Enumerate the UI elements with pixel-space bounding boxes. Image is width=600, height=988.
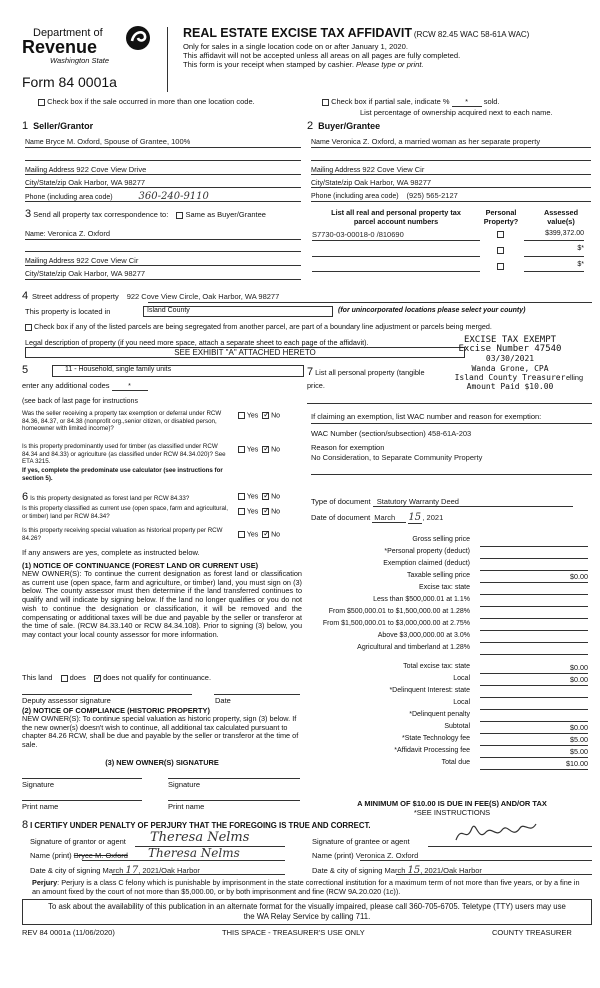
- unincorporated-note: (for unincorporated locations please select your county): [338, 307, 526, 314]
- legal-label: Legal description of property (if you need more space, attach a separate sheet to each page of the affidavit).: [25, 338, 369, 347]
- reason-label: Reason for exemption: [311, 443, 385, 452]
- tax-row-label: Excise tax: state: [419, 584, 470, 591]
- document-type-row: Type of document Statutory Warranty Deed: [311, 497, 573, 507]
- tax-row-label: Subtotal: [444, 723, 470, 730]
- seller-mail-row: Mailing Address 922 Cove View Drive: [25, 165, 147, 174]
- buyer-mail-row: Mailing Address 922 Cove View Cir: [311, 165, 425, 174]
- tax-row: [300, 596, 592, 608]
- exemption-question: Was the seller receiving a property tax exemption or deferral under RCW 84.36, 84.37, or 84.38 (nonprofit org.,senior citizen, or disabled person, homeowner with limited income)?: [22, 410, 222, 433]
- header-line-1: Only for sales in a single location code on or after January 1, 2020.: [183, 42, 408, 51]
- new-owner-signature-title: (3) NEW OWNER(S) SIGNATURE: [105, 758, 219, 767]
- assessed-header: Assessed value(s): [543, 208, 579, 226]
- tax-row-label: *Delinquent Interest: state: [389, 687, 470, 694]
- grantor-signature-field[interactable]: Theresa Nelms: [150, 830, 250, 845]
- see-back-note: (see back of last page for instructions: [22, 398, 138, 405]
- grantor-date-day[interactable]: 17: [125, 865, 139, 876]
- current-use-no-checkbox[interactable]: [262, 508, 269, 515]
- timber-calculator-note: If yes, complete the predominate use calculator (see instructions for section 5).: [22, 467, 223, 482]
- grantee-name-field[interactable]: Veronica Z. Oxford: [355, 851, 419, 860]
- grantee-signature-icon[interactable]: [452, 818, 552, 848]
- correspondence-mail-field[interactable]: 922 Cove View Cir: [76, 256, 139, 265]
- tax-row-label: Exemption claimed (deduct): [383, 560, 470, 567]
- tax-row-value[interactable]: $10.00: [480, 759, 588, 770]
- personal-property-checkbox[interactable]: [497, 231, 504, 238]
- owner-print-name-label: Print name: [22, 802, 59, 811]
- seller-city-row: City/State/zip Oak Harbor, WA 98277: [25, 178, 146, 187]
- tax-row-value[interactable]: [480, 687, 588, 698]
- buyer-name-row: Name Veronica Z. Oxford, a married woman as her separate property: [311, 137, 541, 146]
- tax-row: [300, 644, 592, 656]
- buyer-city-field[interactable]: Oak Harbor, WA 98277: [354, 178, 432, 187]
- multi-location-row: Check box if the sale occurred in more than one location code.: [38, 97, 255, 106]
- use-code-select[interactable]: 11 - Household, single family units: [52, 365, 304, 377]
- tax-row-value[interactable]: [480, 608, 588, 619]
- historic-no-checkbox[interactable]: [262, 531, 269, 538]
- section7-row: 7 List all personal property (tangible: [307, 366, 425, 378]
- tax-row-label: Local: [453, 699, 470, 706]
- partial-sale-row: Check box if partial sale, indicate % * sold.: [322, 97, 500, 107]
- wac-field[interactable]: 458-61A-203: [427, 429, 472, 438]
- seller-heading: 1 Seller/Grantor: [22, 120, 94, 132]
- revenue-swirl-icon: [125, 25, 151, 51]
- continuance-row: This land does ✓ does not qualify for continuance.: [22, 673, 211, 682]
- parcel-header: List all real and personal property tax parcel account numbers: [331, 208, 461, 226]
- tax-row: [300, 687, 592, 699]
- tax-row-label: Taxable selling price: [406, 572, 470, 579]
- q1-yes-checkbox[interactable]: [238, 412, 245, 419]
- correspondence-city-row: City/State/zip Oak Harbor, WA 98277: [25, 269, 146, 278]
- notice-continuance-text: NEW OWNER(S): To continue the current designation as forest land or classification as current use (open space, farm and agriculture, or timber) land, you must sign on (3) below. The county assessor must then determine if the land transferred continues to qualify and will indicate by signing below. If the land no longer qualifies or you do not wish to continue the designation or classification, it will be removed and the compensating or additional taxes will be due and payable by the seller or transferor at the time of sale. (RCW 84.33.140 or RCW 84.34.108). Prior to signing (3) below, you may contact your local county assessor for more information.: [22, 569, 302, 639]
- seller-city-field[interactable]: Oak Harbor, WA 98277: [68, 178, 146, 187]
- tax-row-value[interactable]: [480, 536, 588, 547]
- assessed-value-field[interactable]: $*: [577, 245, 584, 252]
- perjury-note: Perjury: Perjury is a class C felony which is punishable by imprisonment in the state correctional institution for a maximum term of not more than five years, or by a fine in an amount fixed by the court of not more than $5,000.00, or by both imprisonment and fine (RCW 9A.20.020 (1c)).: [32, 878, 580, 896]
- personal-header: Personal Property?: [483, 208, 519, 226]
- tax-row-value[interactable]: [480, 711, 588, 722]
- logo-dept: Department of: [33, 27, 103, 39]
- document-date-month[interactable]: March: [372, 513, 406, 523]
- timber-question: Is this property predominantly used for timber (as classified under RCW 84.34 and 84.33) or agriculture (as classified under RCW 84.34.020)? See ETA 3215.: [22, 443, 226, 466]
- notice-compliance-title: (2) NOTICE OF COMPLIANCE (HISTORIC PROPERTY): [22, 706, 210, 715]
- header-text: [183, 26, 593, 69]
- tax-row-label: Agricultural and timberland at 1.28%: [357, 644, 470, 651]
- tax-row-label: Local: [453, 675, 470, 682]
- if-yes-note: If any answers are yes, complete as instructed below.: [22, 548, 200, 557]
- located-row: This property is located in: [25, 307, 111, 316]
- tax-row-label: *State Technology fee: [402, 735, 470, 742]
- buyer-city-row: City/State/zip Oak Harbor, WA 98277: [311, 178, 432, 187]
- treasurer-space-label: THIS SPACE - TREASURER'S USE ONLY: [222, 928, 365, 937]
- document-date-day[interactable]: 15: [408, 512, 422, 523]
- tax-row-label: *Delinquent penalty: [409, 711, 470, 718]
- buyer-name-field[interactable]: Veronica Z. Oxford, a married woman as her separate property: [331, 137, 541, 146]
- segregated-checkbox[interactable]: [25, 324, 32, 331]
- tax-row: [300, 735, 592, 747]
- grantor-signature-row: Signature of grantor or agent: [30, 837, 126, 846]
- tax-row: [300, 675, 592, 687]
- tax-row-value[interactable]: [480, 560, 588, 571]
- tax-row-value[interactable]: [480, 596, 588, 607]
- tax-row-value[interactable]: [480, 699, 588, 710]
- street-field[interactable]: 922 Cove View Circle, Oak Harbor, WA 98277: [126, 292, 280, 301]
- correspondence-city-field[interactable]: Oak Harbor, WA 98277: [68, 269, 146, 278]
- seller-phone-field[interactable]: 360-240-9110: [138, 191, 209, 202]
- document-type-field[interactable]: Statutory Warranty Deed: [373, 497, 573, 507]
- parcel-number-field[interactable]: S7730-03-00018-0 /810690: [312, 230, 404, 239]
- buyer-phone-field[interactable]: (925) 565-2127: [406, 191, 458, 200]
- additional-codes-field[interactable]: *: [112, 383, 148, 391]
- seller-mail-field[interactable]: 922 Cove View Drive: [76, 165, 147, 174]
- tax-row: [300, 536, 592, 548]
- tax-row: [300, 711, 592, 723]
- section7-selling: elling: [566, 373, 584, 382]
- logo-revenue: Revenue: [22, 37, 98, 57]
- tax-row-value[interactable]: $0.00: [480, 572, 588, 583]
- partial-sale-checkbox[interactable]: [322, 99, 329, 106]
- current-use-question: Is this property classified as current use (open space, farm and agricultural, or timber) land per RCW 84.34?: [22, 505, 229, 520]
- tax-row-label: *Affidavit Processing fee: [394, 747, 470, 754]
- logo-state: Washington State: [50, 56, 110, 65]
- tax-row: [300, 759, 592, 771]
- tax-row-label: Above $3,000,000.00 at 3.0%: [377, 632, 470, 639]
- buyer-phone-row: Phone (including area code) (925) 565-2127: [311, 191, 458, 200]
- section7-price: price.: [307, 381, 325, 390]
- owner-signature-label: Signature: [22, 780, 55, 789]
- tax-row: [300, 608, 592, 620]
- section5-number: 5: [22, 364, 29, 376]
- tax-row: [300, 548, 592, 560]
- document-date-year: , 2021: [422, 513, 444, 522]
- deputy-date-label: Date: [215, 696, 231, 705]
- correspondence-name-row: Name: Veronica Z. Oxford: [25, 229, 111, 238]
- affidavit-page: Department of Revenue Washington State Form 84 0001a REAL ESTATE EXCISE TAX AFFIDAVIT (RCW 82.45 WAC 58-61A WAC) Only for sales in a single location code on or after January 1, 2020. This affidavit will not be accepted unless all areas on all pages are fully completed. This form is your receipt when stamped by cashier. Please type or print. Check box if the sale occurred in more than one location code. Check box if partial sale, indicate % * sold. List percentage of ownership acquired next to each name. 1 Seller/Grantor Name Bryce M. Oxford, Spouse of Grantee, 100% Mailing Address 922 Cove View Drive City/State/zip Oak Harbor, WA 98277 Phone (including area code) 360-240-9110 2 Buyer/Grantee Name Veronica Z. Oxford, a married woman as her separate property Mailing Address 922 Cove View Cir City/State/zip Oak Harbor, WA 98277 Phone (including area code) (925) 565-2127 3 Send all property tax correspondence to: Same as Buyer/Grantee Name: Veronica Z. Oxford Mailing Address 922 Cove View Cir City/State/zip Oak Harbor, WA 98277 List all real and personal property tax parcel account numbers Personal Property? Assessed value(s) S7730-03-00018-0 /810690 $399,372.00 $* $* 4 Street address of property 922 Cove View Circle, Oak Harbor, WA 98277 This property is located in Island County (for unincorporated locations please select your county) Check box if any of the listed parcels are being segregated from another parcel, are part of a boundary line adjustment or parcels being merged. Legal description of property (if you need more space, attach a separate sheet to each page of the affidavit). SEE EXHIBIT "A" ATTACHED HERETO EXCISE TAX EXEMPT Excise Number 47540 03/30/2021 Wanda Grone, CPA Island County Treasurer Amount Paid $10.00 5 11 - Household, single family units enter any additional codes * (see back of last page for instructions Was the seller receiving a property tax exemption or deferral under RCW 84.36, 84.37, or 84.38 (nonprofit org.,senior citizen, or disabled person, homeowner with limited income)? Yes ✓ No Is this property predominantly used for timber (as classified under RCW 84.34 and 84.33) or agriculture (as classified under RCW 84.34.020)? See ETA 3215. If yes, complete the predominate use calculator (see instructions for section 5). Yes ✓ No 7 List all personal property (tangible price. elling If claiming an exemption, list WAC number and reason for exemption: WAC Number (section/subsection) 458-61A-203 Reason for exemption No Consideration, to Separate Community Property 6 Is this property designated as forest land per RCW 84.33? Yes ✓ No Is this property classified as current use (open space, farm and agricultural, or timber) land per RCW 84.34? Yes ✓ No Is this property receiving special valuation as historical property per RCW 84.26? Yes ✓ No If any answers are yes, complete as instructed below. (1) NOTICE OF CONTINUANCE (FOREST LAND OR CURRENT USE) NEW OWNER(S): To continue the current designation as forest land or classification as current use (open space, farm and agriculture, or timber) land, you must sign on (3) below. The county assessor must then determine if the land transferred continues to qualify and will indicate by signing below. If the land no longer qualifies or you do not wish to continue the designation or classification, it will be removed and the compensating or additional taxes will be due and payable by the seller or transferor at the time of sale. (RCW 84.33.140 or RCW 84.34.108). Prior to signing (3) below, you may contact your local county assessor for more information. This land does ✓ does not qualify for continuance. Deputy assessor signature Date (2) NOTICE OF COMPLIANCE (HISTORIC PROPERTY) NEW OWNER(S): To continue special valuation as historic property, sign (3) below. If the new owner(s) doesn't wish to continue, all additional tax calculated pursuant to chapter 84.26 RCW, shall be due and payable by the seller or transferor at the time of sale. (3) NEW OWNER(S) SIGNATURE Signature Signature Print name Print name Type of document Statutory Warranty Deed Date of document March 15, 2021 Gross selling price *Personal property (deduct) Exemption claimed (deduct) Taxable selling price $0.00 Excise tax: state Less than $500,000.01 at 1.1% From $500,000.01 to $1,500,000.00 at 1.28% From $1,500,000.01 to $3,000,000.00 at 2.75% Above $3,000,000.00 at 3.0% Agricultural and timberland at 1.28% Total excise tax: state $0.00 Local $0.00 *Delinquent Interest: state Local *Delinquent penalty Subtotal $0.00 *State Technology fee $5.00 *Affidavit Processing fee $5.00 Total due $10.00 A MINIMUM OF $10.00 IS DUE IN FEE(S) AND/OR TAX *SEE INSTRUCTIONS 8 I CERTIFY UNDER PENALTY OF PERJURY THAT THE FOREGOING IS TRUE AND CORRECT. Signature of grantor or agent Theresa Nelms Name (print) Bryce M. Oxford Theresa Nelms Date & city of signing March 17, 2021/Oak Harbor Signature of grantee or agent Name (print) Veronica Z. Oxford Date & city of signing March 15, 2021/Oak Harbor Perjury: Perjury is a class C felony which is punishable by imprisonment in the state correctional institution for a maximum term of not more than five years, or by a fine in an amount fixed by the court of not more than $5,000.00, or by both imprisonment and fine (RCW 9A.20.020 (1c)). To ask about the availability of this publication in an alternate format for the visually impaired, please call 360-705-6705. Teletype (TTY) users may use the WA Relay Service by calling 711. REV 84 0001a (11/06/2020) THIS SPACE - TREASURER'S USE ONLY COUNTY TREASURER: [0, 0, 600, 988]
- forest-question-row: 6 Is this property designated as forest land per RCW 84.33?: [22, 491, 190, 503]
- notice-compliance-text: NEW OWNER(S): To continue special valuation as historic property, sign (3) below. If the new owner(s) doesn't wish to continue, all additional tax calculated pursuant to chapter 84.26 RCW, shall be due and payable by the seller or transferor at the time of sale.: [22, 714, 299, 750]
- segregated-row: Check box if any of the listed parcels are being segregated from another parcel, are part of a boundary line adjustment or parcels being merged.: [25, 322, 595, 331]
- tax-row: [300, 747, 592, 759]
- tax-row: [300, 632, 592, 644]
- buyer-heading: 2 Buyer/Grantee: [307, 120, 381, 132]
- grantee-name-row: Name (print) Veronica Z. Oxford: [312, 851, 419, 860]
- owner-print-name-label-2: Print name: [168, 802, 205, 811]
- header-line-3: This form is your receipt when stamped by cashier. Please type or print.: [183, 60, 424, 69]
- revenue-logo: [22, 27, 162, 65]
- minimum-fee-note: A MINIMUM OF $10.00 IS DUE IN FEE(S) AND/OR TAX: [357, 799, 547, 808]
- tax-row-value[interactable]: $0.00: [480, 675, 588, 686]
- revision-label: REV 84 0001a (11/06/2020): [22, 928, 115, 937]
- tax-row-value[interactable]: $5.00: [480, 747, 588, 758]
- tax-row: [300, 663, 592, 675]
- tax-row: [300, 572, 592, 584]
- additional-codes-row: enter any additional codes *: [22, 381, 148, 391]
- tax-row-label: Gross selling price: [412, 536, 470, 543]
- exempt-stamp: EXCISE TAX EXEMPT Excise Number 47540 03/30/2021 Wanda Grone, CPA Island County Treasurer Amount Paid $10.00: [454, 335, 566, 392]
- reason-field[interactable]: No Consideration, to Separate Community Property: [311, 453, 483, 462]
- personal-property-checkbox[interactable]: [497, 263, 504, 270]
- parcel-row: [312, 230, 480, 239]
- q1-no-checkbox[interactable]: [262, 412, 269, 419]
- ownership-note: List percentage of ownership acquired next to each name.: [360, 108, 553, 117]
- street-row: 4 Street address of property 922 Cove View Circle, Oak Harbor, WA 98277: [22, 290, 280, 302]
- see-instructions-note: *SEE INSTRUCTIONS: [413, 808, 491, 817]
- tax-row-value[interactable]: $0.00: [480, 723, 588, 734]
- tax-row-value[interactable]: $0.00: [480, 663, 588, 674]
- tax-row-value[interactable]: [480, 632, 588, 643]
- correspondence-name-field[interactable]: Veronica Z. Oxford: [47, 229, 111, 238]
- grantor-name-row: Name (print) Bryce M. Oxford: [30, 851, 128, 860]
- deputy-signature-label: Deputy assessor signature: [22, 696, 111, 705]
- q2-yes-checkbox[interactable]: [238, 446, 245, 453]
- personal-property-checkbox[interactable]: [497, 247, 504, 254]
- partial-percent-field[interactable]: *: [452, 97, 482, 107]
- tax-row-value[interactable]: [480, 620, 588, 631]
- q2-no-checkbox[interactable]: [262, 446, 269, 453]
- form-number: Form 84 0001a: [22, 74, 117, 90]
- tax-row-label: From $1,500,000.01 to $3,000,000.00 at 2.75%: [322, 620, 470, 627]
- accessibility-note: To ask about the availability of this publication in an alternate format for the visually impaired, please call 360-705-6705. Teletype (TTY) users may use the WA Relay Service by calling 711.: [22, 899, 592, 925]
- same-as-buyer-checkbox[interactable]: [176, 212, 183, 219]
- assessed-value-field[interactable]: $*: [577, 261, 584, 268]
- tax-row-value[interactable]: [480, 584, 588, 595]
- tax-row-label: From $500,000.01 to $1,500,000.00 at 1.28%: [328, 608, 470, 615]
- tax-row: [300, 699, 592, 711]
- tax-row-label: *Personal property (deduct): [384, 548, 470, 555]
- legal-description-field[interactable]: SEE EXHIBIT "A" ATTACHED HERETO: [25, 347, 465, 358]
- land-does-not-checkbox[interactable]: [94, 675, 101, 682]
- tax-row-label: Total excise tax: state: [403, 663, 470, 670]
- forest-no-checkbox[interactable]: [262, 493, 269, 500]
- assessed-value-field[interactable]: $399,372.00: [545, 230, 584, 237]
- grantee-date-row: Date & city of signing March 15, 2021/Oak Harbor: [312, 865, 482, 876]
- title-reference: (RCW 82.45 WAC 58-61A WAC): [413, 30, 530, 39]
- current-use-yes-checkbox[interactable]: [238, 508, 245, 515]
- tax-row: [300, 620, 592, 632]
- tax-row: [300, 560, 592, 572]
- certify-row: 8 I CERTIFY UNDER PENALTY OF PERJURY THAT THE FOREGOING IS TRUE AND CORRECT.: [22, 819, 371, 831]
- county-select[interactable]: Island County: [143, 306, 333, 317]
- grantee-date-day[interactable]: 15: [407, 865, 421, 876]
- seller-name-field[interactable]: Bryce M. Oxford, Spouse of Grantee, 100%: [45, 137, 191, 146]
- forest-yes-checkbox[interactable]: [238, 493, 245, 500]
- county-treasurer-label: COUNTY TREASURER: [492, 928, 572, 937]
- tax-row-label: Less than $500,000.01 at 1.1%: [373, 596, 470, 603]
- wac-row: WAC Number (section/subsection) 458-61A-203: [311, 429, 472, 438]
- seller-phone-row: Phone (including area code) 360-240-9110: [25, 191, 209, 202]
- grantee-signature-row: Signature of grantee or agent: [312, 837, 410, 846]
- correspondence-mail-row: Mailing Address 922 Cove View Cir: [25, 256, 139, 265]
- page-title: REAL ESTATE EXCISE TAX AFFIDAVIT: [183, 26, 412, 40]
- tax-row-value[interactable]: [480, 644, 588, 655]
- tax-row-label: Total due: [441, 759, 470, 766]
- claim-exemption-label: If claiming an exemption, list WAC number and reason for exemption:: [311, 412, 542, 421]
- buyer-mail-field[interactable]: 922 Cove View Cir: [362, 165, 425, 174]
- grantor-name-field[interactable]: Bryce M. Oxford: [73, 851, 128, 860]
- document-date-row: Date of document March 15, 2021: [311, 512, 444, 523]
- land-does-checkbox[interactable]: [61, 675, 68, 682]
- historic-yes-checkbox[interactable]: [238, 531, 245, 538]
- multi-location-checkbox[interactable]: [38, 99, 45, 106]
- tax-row-value[interactable]: [480, 548, 588, 559]
- notice-continuance-title: (1) NOTICE OF CONTINUANCE (FOREST LAND OR CURRENT USE): [22, 561, 259, 570]
- owner-signature-label-2: Signature: [168, 780, 201, 789]
- seller-name-row: Name Bryce M. Oxford, Spouse of Grantee, 100%: [25, 137, 191, 146]
- historic-question: Is this property receiving special valuation as historical property per RCW 84.26?: [22, 527, 223, 542]
- tax-row-value[interactable]: $5.00: [480, 735, 588, 746]
- grantor-date-row: Date & city of signing March 17, 2021/Oak Harbor: [30, 865, 200, 876]
- tax-row: [300, 723, 592, 735]
- grantor-name-handwritten[interactable]: Theresa Nelms: [148, 846, 240, 860]
- tax-row: [300, 584, 592, 596]
- correspondence-heading: 3 Send all property tax correspondence to: Same as Buyer/Grantee: [25, 208, 266, 220]
- header-line-2: This affidavit will not be accepted unless all areas on all pages are fully completed.: [183, 51, 461, 60]
